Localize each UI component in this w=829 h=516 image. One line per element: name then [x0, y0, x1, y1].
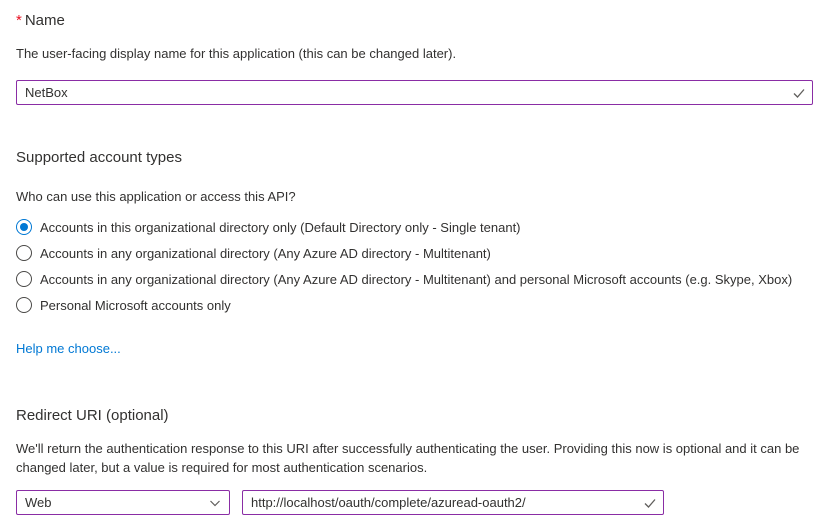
- radio-option-label: Accounts in any organizational directory (Any Azure AD directory - Multitenant) and personal Microsoft accounts (e.g. Skype, Xbox): [40, 271, 793, 287]
- radio-button-icon[interactable]: [16, 219, 32, 235]
- radio-option-single-tenant[interactable]: [16, 214, 813, 240]
- radio-option-label: Accounts in this organizational directory only (Default Directory only - Single tenant): [40, 219, 521, 235]
- redirect-uri-description: We'll return the authentication response to this URI after successfully authenticating the user. Providing this now is optional and it can be changed later, but a value is required for most authentication scenarios.: [16, 441, 800, 475]
- name-input[interactable]: [17, 81, 812, 104]
- radio-option-multitenant[interactable]: [16, 240, 813, 266]
- radio-option-personal-only[interactable]: [16, 292, 813, 318]
- radio-button-icon[interactable]: [16, 271, 32, 287]
- name-title-text: Name: [24, 12, 65, 29]
- required-asterisk: *: [16, 12, 22, 29]
- platform-select-dropdown[interactable]: [16, 490, 230, 515]
- account-type-radio-group: [16, 214, 813, 318]
- redirect-uri-row: [16, 490, 813, 515]
- name-section: [16, 11, 813, 105]
- redirect-uri-title: Redirect URI (optional): [16, 407, 169, 424]
- radio-option-label: Personal Microsoft accounts only: [40, 297, 231, 313]
- name-section-title: [16, 11, 813, 30]
- redirect-uri-input-container: [242, 490, 664, 515]
- radio-option-multitenant-personal[interactable]: [16, 266, 813, 292]
- platform-selected-value: Web: [25, 495, 52, 510]
- supported-account-types-title: Supported account types: [16, 149, 182, 166]
- radio-option-label: Accounts in any organizational directory (Any Azure AD directory - Multitenant): [40, 245, 491, 261]
- radio-button-icon[interactable]: [16, 245, 32, 261]
- redirect-uri-input[interactable]: [243, 491, 663, 514]
- name-description: The user-facing display name for this application (this can be changed later).: [16, 46, 457, 61]
- help-me-choose-link[interactable]: Help me choose...: [16, 341, 121, 356]
- name-input-container: [16, 80, 813, 105]
- chevron-down-icon: [209, 497, 221, 509]
- supported-account-types-section: [16, 148, 813, 358]
- account-types-question: Who can use this application or access this API?: [16, 189, 296, 204]
- redirect-uri-section: [16, 406, 813, 515]
- radio-button-icon[interactable]: [16, 297, 32, 313]
